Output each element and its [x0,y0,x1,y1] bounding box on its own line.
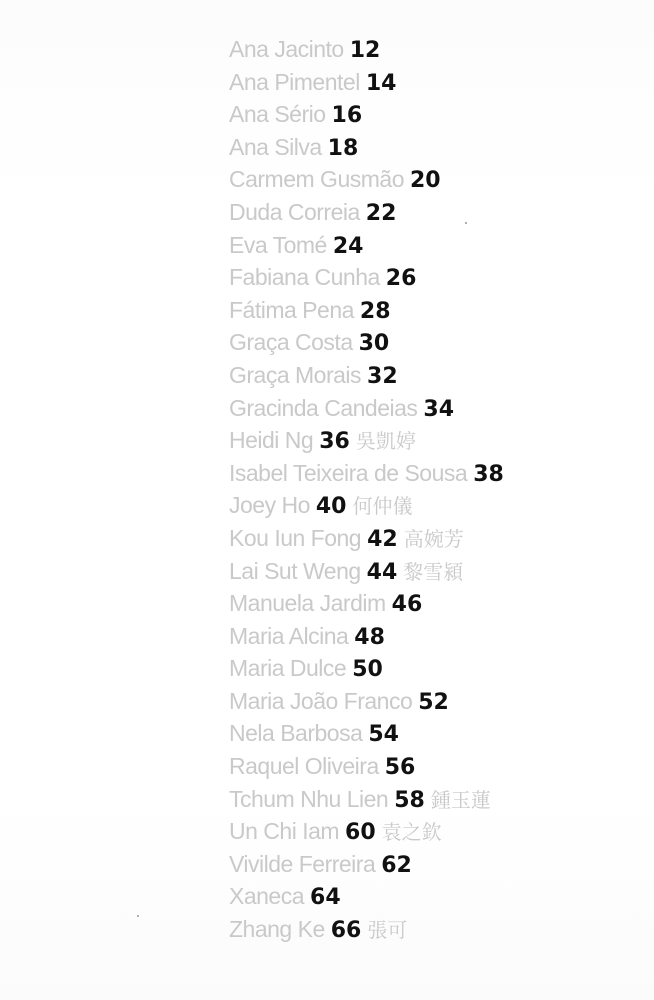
chinese-name: 袁之欽 [381,820,442,845]
paper-speck [137,915,139,917]
toc-entry [229,522,504,555]
toc-entry [229,294,504,327]
page-number: 32 [367,363,398,389]
toc-entry [229,587,504,620]
page-number: 52 [418,689,449,715]
toc-entry [229,848,504,881]
artist-name: Isabel Teixeira de Sousa [229,459,468,486]
artist-name: Fátima Pena [229,296,354,323]
toc-entry [229,685,504,718]
toc-entry [229,131,504,164]
artist-name: Lai Sut Weng [229,557,361,584]
artist-name: Heidi Ng [229,427,314,454]
toc-entry [229,66,504,99]
artist-name: Ana Sério [229,101,326,128]
artist-name: Eva Tomé [229,231,327,258]
toc-entry [229,489,504,522]
artist-name: Maria Dulce [229,655,347,682]
toc-entry [229,359,504,392]
page-number: 24 [332,233,364,259]
page-number: 64 [310,885,341,911]
artist-name: Vivilde Ferreira [229,850,376,877]
artist-name: Nela Barbosa [229,720,363,747]
artist-name: Manuela Jardim [229,590,386,617]
toc-entry [229,913,504,946]
toc-entry [229,261,504,294]
page-number: 50 [352,657,383,683]
toc-entry [229,33,504,66]
artist-name: Ana Jacinto [229,36,344,62]
artist-name: Raquel Oliveira [229,753,379,780]
page-number: 28 [359,298,391,324]
artist-name: Maria João Franco [229,687,413,714]
chinese-name: 高婉芳 [403,526,464,551]
chinese-name: 張可 [367,918,408,943]
page-number: 48 [354,624,385,650]
toc-entry [229,392,504,425]
toc-entry [229,424,504,457]
toc-entry [229,98,504,131]
page-number: 36 [319,429,350,455]
artist-name: Xaneca [229,883,305,910]
artist-name: Kou Iun Fong [229,524,362,551]
table-of-contents [229,33,504,946]
toc-entry [229,783,504,816]
artist-name: Ana Silva [229,133,322,160]
artist-name: Tchum Nhu Lien [229,785,389,812]
page-number: 66 [330,918,362,944]
toc-entry [229,652,504,685]
page-number: 46 [391,592,423,618]
toc-entry [229,717,504,750]
artist-name: Graça Costa [229,329,353,356]
toc-entry [229,815,504,848]
page-number: 60 [345,820,376,846]
artist-name: Zhang Ke [229,916,325,943]
page-number: 12 [349,38,381,63]
artist-name: Ana Pimentel [229,68,360,95]
page-number: 58 [394,787,425,813]
page-number: 20 [409,168,441,194]
paper-speck [465,222,467,224]
artist-name: Maria Alcina [229,622,349,649]
page-number: 34 [423,396,455,422]
toc-entry [229,163,504,196]
artist-name: Carmem Gusmão [229,166,404,193]
page-number: 26 [385,266,417,292]
page-number: 38 [473,461,504,487]
page-number: 22 [365,200,397,226]
toc-entry [229,880,504,913]
artist-name: Fabiana Cunha [229,264,380,291]
page-number: 16 [331,103,363,129]
page-number: 42 [367,526,398,552]
page-number: 54 [368,722,399,748]
toc-entry [229,229,504,262]
artist-name: Joey Ho [229,492,310,519]
toc-entry [229,555,504,588]
page-number: 44 [366,559,398,585]
page-number: 30 [358,331,390,357]
page-number: 40 [315,494,347,520]
artist-name: Duda Correia [229,198,360,225]
toc-entry [229,750,504,783]
chinese-name: 吳凱婷 [355,429,416,454]
toc-entry [229,457,504,490]
page-number: 62 [381,852,412,878]
page-number: 14 [365,70,397,96]
chinese-name: 何仲儀 [352,494,413,519]
page-number: 56 [384,755,416,781]
toc-entry [229,196,504,229]
page-number: 18 [327,135,359,161]
chinese-name: 鍾玉蓮 [430,787,491,812]
toc-entry [229,620,504,653]
chinese-name: 黎雪潁 [403,559,464,584]
toc-entry [229,326,504,359]
artist-name: Un Chi Iam [229,818,340,845]
artist-name: Graça Morais [229,361,362,388]
artist-name: Gracinda Candeias [229,394,418,421]
